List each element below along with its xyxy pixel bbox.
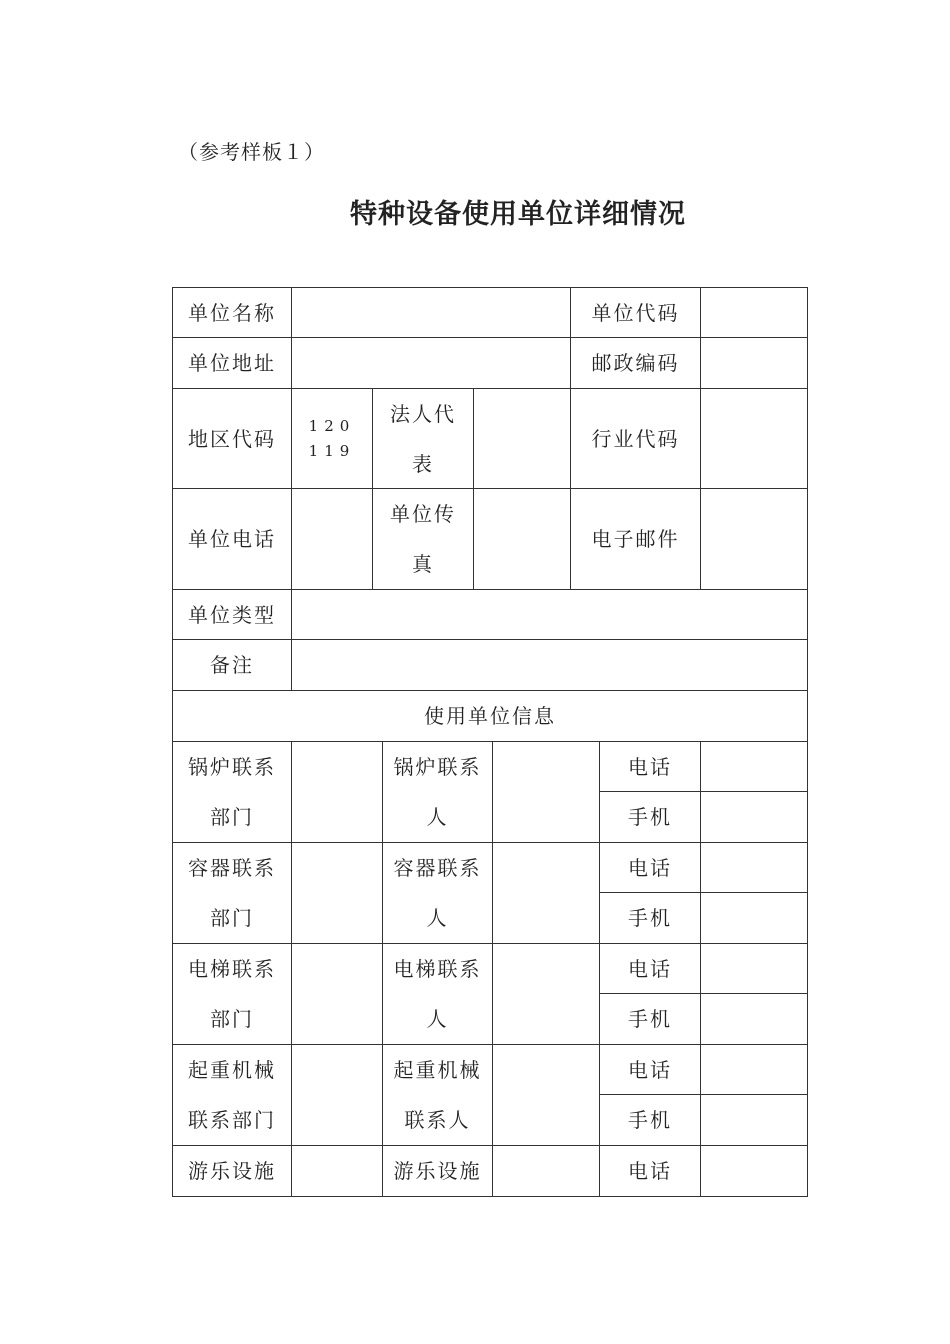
boiler-contact-label [383,742,493,843]
amusement-dept-label: 游乐设施 [172,1146,292,1197]
elevator-dept-field[interactable] [292,944,383,1045]
amusement-phone-label: 电话 [600,1146,701,1197]
vessel-contact-field[interactable] [493,843,600,944]
boiler-contact-field[interactable] [493,742,600,843]
region-code-value[interactable] [292,389,373,489]
section-title: 使用单位信息 [172,691,808,742]
contact-block-amusement [172,1146,808,1197]
crane-dept-label [172,1045,292,1146]
unit-code-field[interactable] [701,287,808,338]
unit-phone-label: 单位电话 [172,489,292,590]
legal-rep-label [373,389,474,489]
amusement-contact-field[interactable] [493,1146,600,1197]
table-row [172,640,808,691]
crane-phone-labels [600,1045,701,1146]
crane-dept-label-line1: 起重机械 [188,1058,276,1082]
vessel-phone-field[interactable] [701,843,807,893]
elevator-phone-field[interactable] [701,944,807,994]
crane-dept-label-line2: 联系部门 [188,1108,276,1132]
crane-contact-label-line1: 起重机械 [393,1058,482,1082]
template-note: （参考样板１） [178,140,325,164]
vessel-contact-label-line2: 人 [426,906,449,930]
elevator-contact-label-line2: 人 [426,1007,449,1031]
elevator-contact-label [383,944,493,1045]
vessel-contact-label [383,843,493,944]
elevator-contact-label-line1: 电梯联系 [393,957,482,981]
boiler-contact-label-line2: 人 [426,805,449,829]
region-code-value-line2: 119 [308,441,356,460]
region-code-value-line1: 120 [308,416,356,435]
remarks-field[interactable] [292,640,808,691]
elevator-dept-label [172,944,292,1045]
elevator-dept-label-line2: 部门 [210,1007,254,1031]
vessel-dept-label-line1: 容器联系 [188,856,276,880]
legal-rep-field[interactable] [474,389,571,489]
boiler-phone-label: 电话 [600,742,700,792]
boiler-contact-label-line1: 锅炉联系 [393,755,482,779]
industry-code-field[interactable] [701,389,808,489]
email-field[interactable] [701,489,808,590]
vessel-phone-label: 电话 [600,843,700,893]
vessel-mobile-label: 手机 [600,893,700,944]
contact-block-elevator [172,944,808,1045]
elevator-phone-label: 电话 [600,944,700,994]
legal-rep-label-line1: 法人代 [390,401,456,426]
contact-block-boiler [172,742,808,843]
email-label: 电子邮件 [571,489,701,590]
crane-phone-fields [701,1045,808,1146]
boiler-mobile-label: 手机 [600,792,700,843]
boiler-phone-labels [600,742,701,843]
elevator-phone-fields [701,944,808,1045]
elevator-contact-field[interactable] [493,944,600,1045]
postal-code-field[interactable] [701,338,808,389]
unit-fax-field[interactable] [474,489,571,590]
unit-info-table [172,287,808,1197]
industry-code-label: 行业代码 [571,389,701,489]
boiler-phone-field[interactable] [701,742,807,792]
vessel-phone-labels [600,843,701,944]
unit-phone-field[interactable] [292,489,373,590]
crane-phone-field[interactable] [701,1045,807,1095]
amusement-dept-field[interactable] [292,1146,383,1197]
crane-mobile-field[interactable] [701,1095,807,1146]
crane-mobile-label: 手机 [600,1095,700,1146]
vessel-dept-field[interactable] [292,843,383,944]
table-row [172,590,808,640]
boiler-phone-fields [701,742,808,843]
crane-contact-field[interactable] [493,1045,600,1146]
table-row [172,489,808,590]
crane-contact-label-line2: 联系人 [404,1108,471,1132]
vessel-phone-fields [701,843,808,944]
legal-rep-label-line2: 表 [412,451,434,476]
region-code-label: 地区代码 [172,389,292,489]
unit-name-field[interactable] [292,287,571,338]
elevator-dept-label-line1: 电梯联系 [188,957,276,981]
elevator-mobile-label: 手机 [600,994,700,1045]
amusement-contact-label: 游乐设施 [383,1146,493,1197]
vessel-dept-label [172,843,292,944]
boiler-dept-label-line1: 锅炉联系 [188,755,276,779]
table-row [172,338,808,389]
unit-type-label: 单位类型 [172,590,292,640]
vessel-mobile-field[interactable] [701,893,807,944]
unit-fax-label-line2: 真 [412,552,434,576]
amusement-phone-field[interactable] [701,1146,808,1197]
unit-code-label: 单位代码 [571,287,701,338]
crane-phone-label: 电话 [600,1045,700,1095]
contact-block-vessel [172,843,808,944]
postal-code-label: 邮政编码 [571,338,701,389]
unit-fax-label-line1: 单位传 [390,502,456,526]
crane-dept-field[interactable] [292,1045,383,1146]
elevator-phone-labels [600,944,701,1045]
unit-address-label: 单位地址 [172,338,292,389]
table-row [172,287,808,338]
boiler-dept-label-line2: 部门 [210,805,254,829]
table-row [172,691,808,742]
boiler-dept-label [172,742,292,843]
crane-contact-label [383,1045,493,1146]
vessel-contact-label-line1: 容器联系 [393,856,482,880]
boiler-dept-field[interactable] [292,742,383,843]
vessel-dept-label-line2: 部门 [210,906,254,930]
page-title: 特种设备使用单位详细情况 [350,199,686,230]
contact-block-crane [172,1045,808,1146]
table-row [172,389,808,489]
unit-fax-label [373,489,474,590]
boiler-mobile-field[interactable] [701,792,807,843]
remarks-label: 备注 [172,640,292,691]
unit-type-field[interactable] [292,590,808,640]
unit-address-field[interactable] [292,338,571,389]
elevator-mobile-field[interactable] [701,994,807,1045]
unit-name-label: 单位名称 [172,287,292,338]
